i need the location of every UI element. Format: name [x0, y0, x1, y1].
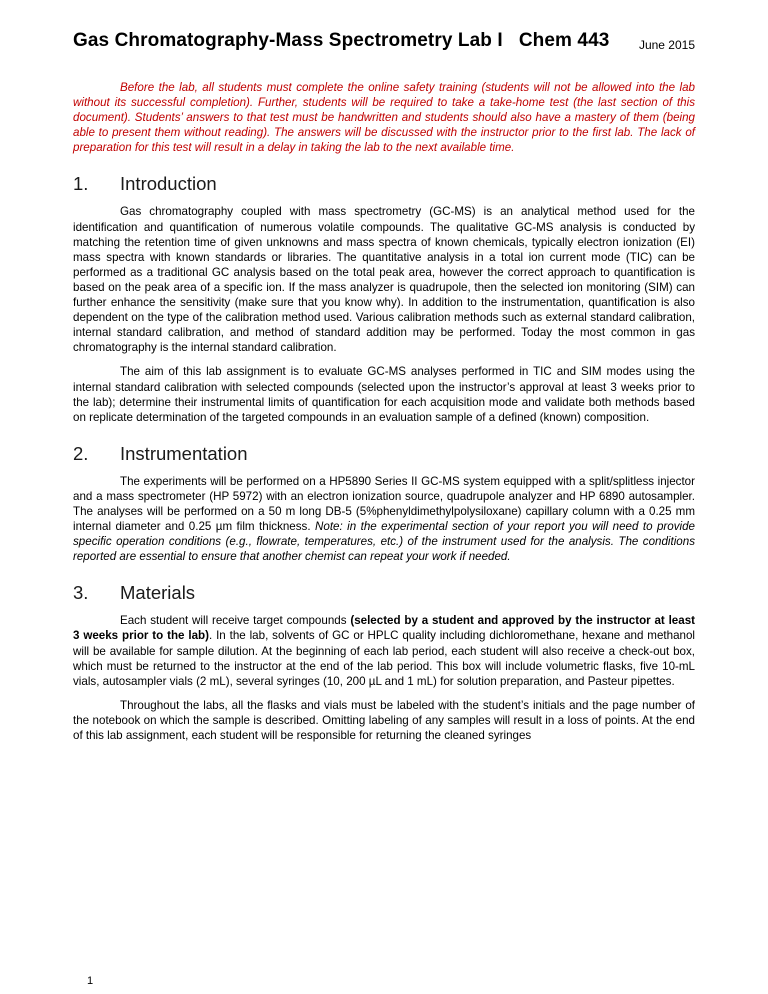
introduction-paragraph-2: The aim of this lab assignment is to evaluate GC-MS analyses performed in TIC and SIM modes using the internal standard calibration with selected compounds (selected upon the instructor’s approval at least 3 weeks prior to the lab); determine their instrumental limits of quantification for each acquisition mode and validate both methods based on replicate determination of the targeted compounds in an evaluation sample of a defined (known) composition.: [73, 365, 695, 424]
materials-text-a: Each student will receive target compounds: [120, 614, 351, 628]
section-title: Introduction: [120, 173, 217, 195]
page-header: [73, 0, 695, 72]
section-number: 1.: [73, 173, 89, 195]
document-date: June 2015: [638, 38, 695, 52]
materials-emphasis: (selected by a student and approved by the instructor at least 3 weeks prior to the lab): [73, 614, 696, 643]
section-title: Materials: [120, 582, 196, 604]
instrumentation-note: Note: in the experimental section of your report you will need to provide specific operation conditions (e.g., flowrate, temperatures, etc.) of the instrument used for the analysis. The conditions reported are essential to ensure that another chemist can repeat your work if needed.: [73, 520, 695, 564]
introduction-paragraph-1: Gas chromatography coupled with mass spectrometry (GC-MS) is an analytical method used for the identification and quantification of numerous volatile compounds. The qualitative GC-MS analysis is conducted by matching the retention time of given unknowns and mass spectra of known chemicals, typically electron ionization (EI) mass spectra with known standards or libraries. The quantitative analysis in a total ion current mode (TIC) can be performed as a traditional GC analysis based on the total peak area, however the correct approach to quantification is based on the peak area of a specific ion. If the mass analyzer is quadrupole, then the selected ion monitoring (SIM) can further enhance the sensitivity (make sure that you know why). In addition to the instrumentation, quantification is also dependent on the type of the calibration method used. Various calibration methods such as external standard calibration, internal standard calibration, and method of standard addition may be performed. Today the most common in gas chromatography is the internal standard calibration.: [73, 205, 695, 355]
section-heading-materials: [73, 582, 695, 604]
section-heading-introduction: [73, 173, 695, 195]
section-number: 2.: [73, 442, 89, 464]
pre-lab-notice: Before the lab, all students must complete the online safety training (students will not be allowed into the lab without its successful completion). Further, students will be required to take a take-home test (the last section of this document). Students’ answers to that test must be handwritten and students should also have a mastery of them (being able to present them without reading). The answers will be discussed with the instructor prior to the first lab. The lack of preparation for this test will result in a delay in taking the lab to the next available time.: [73, 81, 695, 155]
materials-paragraph-2: Throughout the labs, all the flasks and vials must be labeled with the student’s initials and the page number of the notebook on which the sample is described. Omitting labeling of any samples will result in a loss of points. At the end of this lab assignment, each student will be responsible for returning the cleaned syringes: [73, 698, 695, 742]
section-number: 3.: [73, 582, 89, 604]
document-title: Gas Chromatography-Mass Spectrometry Lab I Chem 443: [73, 30, 610, 51]
materials-paragraph-1: [73, 613, 695, 688]
materials-text-b: . In the lab, solvents of GC or HPLC quality including dichloromethane, hexane and methanol will be available for sample dilution. At the beginning of each lab period, each student will also receive a check-out box, which must be returned to the instructor at the end of the lab period. This box will include volumetric flasks, five 10-mL vials, autosampler vials (2 mL), several syringes (10, 200 µL and 1 mL) for solution preparation, and Pasteur pipettes.: [73, 629, 696, 688]
instrumentation-paragraph: [73, 474, 695, 565]
section-title: Instrumentation: [120, 442, 248, 464]
page-number: 1: [87, 975, 94, 987]
instrumentation-text: The experiments will be performed on a HP5890 Series II GC-MS system equipped with a split/splitless injector and a mass spectrometer (HP 5972) with an electron ionization source, quadrupole analyzer and HP 6890 autosampler. The analyses will be performed on a 50 m long DB-5 (5%phenyldimethylpolysiloxane) capillary column with a 0.25 mm internal diameter and 0.25 µm film thickness.: [73, 474, 695, 534]
section-heading-instrumentation: [73, 443, 695, 465]
